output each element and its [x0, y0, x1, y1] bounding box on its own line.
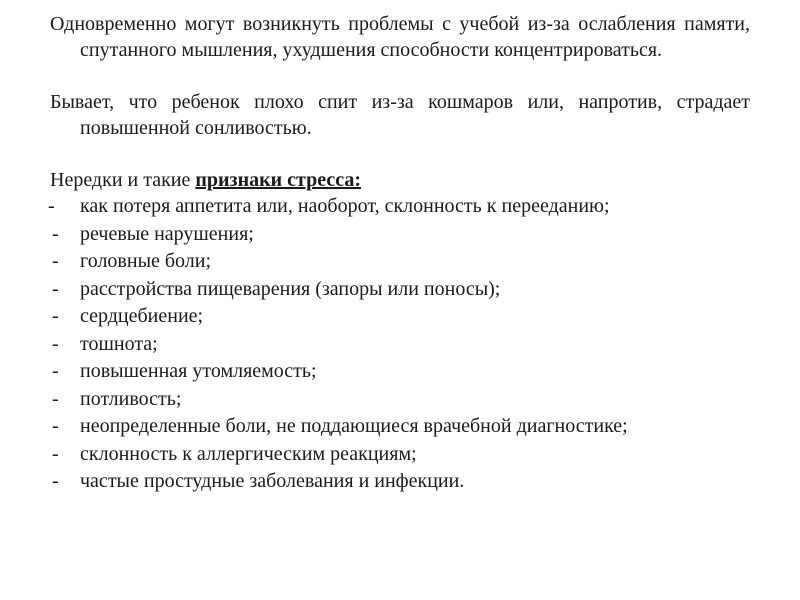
bullet-dash: -	[52, 250, 59, 272]
list-item: - повышенная утомляемость;	[50, 358, 750, 386]
list-item: - речевые нарушения;	[50, 221, 750, 249]
stress-intro-text: Нередки и такие	[50, 169, 196, 191]
stress-signs-list	[50, 193, 750, 496]
slide-content	[50, 11, 750, 496]
bullet-dash: -	[52, 277, 59, 300]
list-item: - расстройства пищеварения (запоры или поносы);	[50, 276, 750, 304]
stress-intro	[50, 167, 750, 193]
bullet-dash: -	[52, 387, 59, 410]
bullet-dash: -	[52, 305, 59, 327]
bullet-dash: -	[52, 470, 59, 492]
bullet-dash: -	[52, 415, 59, 437]
paragraph-sleep-problems: Бывает, что ребенок плохо спит из-за кошмаров или, напротив, страдает повышенной сонливостью.	[50, 91, 750, 139]
list-item: - потливость;	[50, 386, 750, 414]
bullet-dash: -	[52, 222, 59, 245]
list-item: - тошнота;	[50, 331, 750, 359]
list-item: - головные боли;	[50, 248, 750, 276]
spacer	[50, 63, 750, 89]
bullet-dash: -	[48, 195, 55, 217]
bullet-dash: -	[52, 442, 59, 465]
spacer	[50, 141, 750, 167]
paragraph-study-problems: Одновременно могут возникнуть проблемы с учебой из-за ослабления памяти, спутанного мышления, ухудшения способности концентрироваться.	[50, 13, 750, 61]
bullet-dash: -	[52, 332, 59, 355]
list-item: - неопределенные боли, не поддающиеся врачебной диагностике;	[50, 413, 750, 441]
list-item: - сердцебиение;	[50, 303, 750, 331]
stress-signs-title: признаки стресса:	[195, 169, 362, 191]
bullet-dash: -	[52, 360, 59, 382]
list-item: - как потеря аппетита или, наоборот, склонность к перееданию;	[50, 193, 750, 221]
list-item: - склонность к аллергическим реакциям;	[50, 441, 750, 469]
list-item: - частые простудные заболевания и инфекции.	[50, 468, 750, 496]
